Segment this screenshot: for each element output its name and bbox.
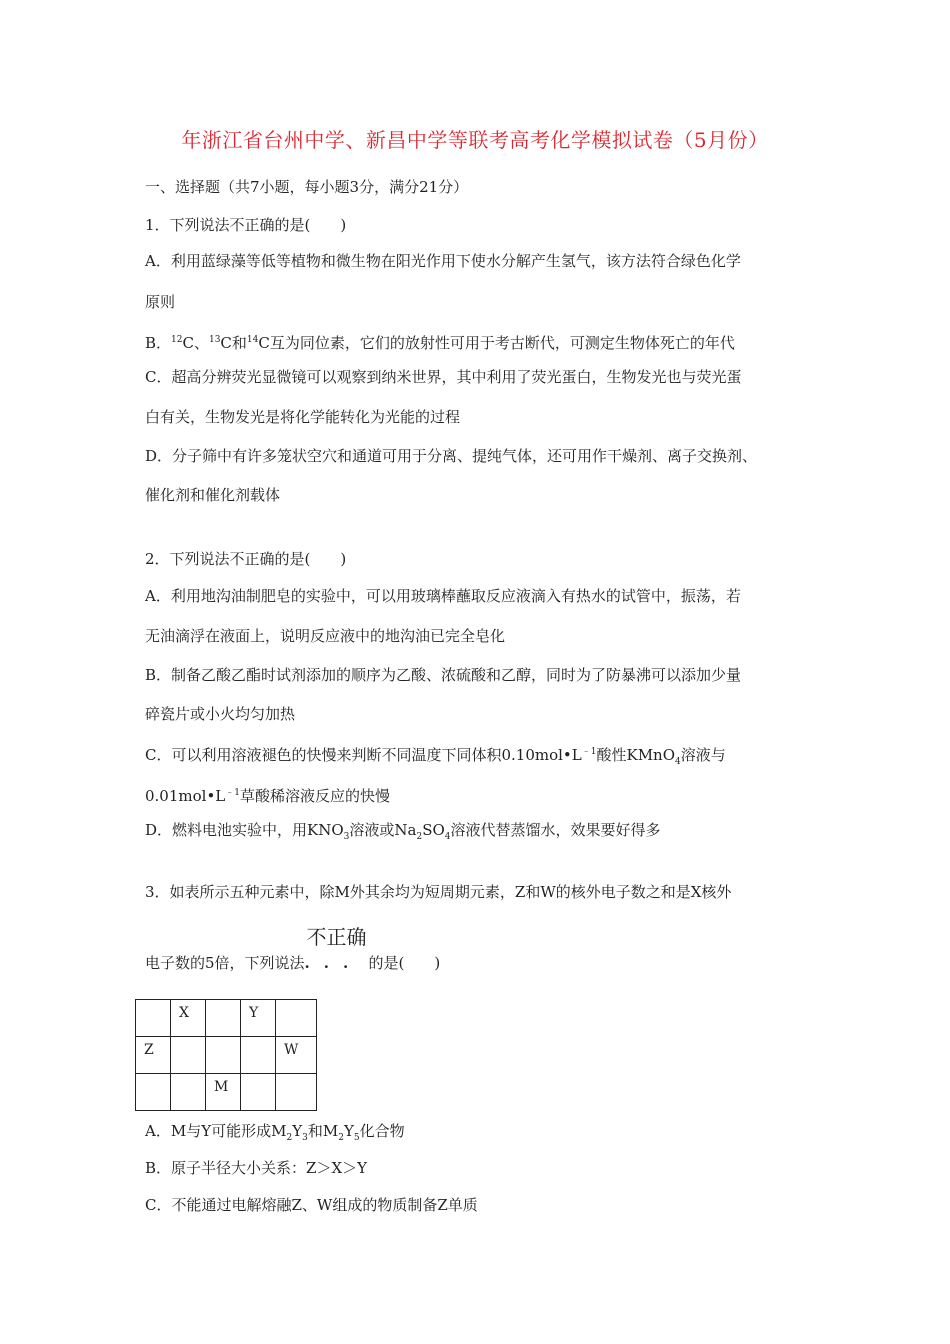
formula-subscript: 2	[286, 1133, 293, 1143]
q1-b-text2: C和	[220, 334, 247, 352]
mass-number-13: 13	[208, 335, 221, 345]
formula-subscript: 4	[675, 757, 681, 767]
q1-b-text3: C互为同位素，它们的放射性可用于考古断代，可测定生物体死亡的年代	[258, 334, 735, 352]
q2-option-b-line1: B．制备乙酸乙酯时试剂添加的顺序为乙酸、浓硫酸和乙醇，同时为了防暴沸可以添加少量	[145, 666, 742, 684]
table-cell: Z	[136, 1037, 171, 1074]
q1-option-c-line1: C．超高分辨荧光显微镜可以观察到纳米世界，其中利用了荧光蛋白，生物发光也与荧光蛋	[145, 368, 742, 386]
document-title: 年浙江省台州中学、新昌中学等联考高考化学模拟试卷（5月份）	[181, 128, 769, 152]
unit-exponent: ﹣1	[225, 788, 240, 798]
q3-a-text4: Y	[343, 1122, 354, 1140]
q2-option-a-line2: 无油滴浮在液面上，说明反应液中的地沟油已完全皂化	[145, 627, 506, 645]
mass-number-12: 12	[171, 335, 183, 345]
table-cell	[171, 1074, 206, 1111]
q1-option-d-line2: 催化剂和催化剂载体	[145, 486, 281, 504]
q3-a-text2: Y	[292, 1122, 303, 1140]
q3-option-a	[145, 1120, 405, 1149]
table-cell	[136, 1074, 171, 1111]
q2-stem: 2．下列说法不正确的是( )	[145, 550, 347, 568]
q3-stem-line2	[145, 925, 441, 974]
periodic-table-fragment	[135, 999, 317, 1111]
table-row	[136, 1074, 317, 1111]
formula-subscript: 5	[353, 1133, 360, 1143]
q1-option-c-line2: 白有关，生物发光是将化学能转化为光能的过程	[145, 408, 461, 426]
unit-exponent: ﹣1	[581, 747, 597, 757]
formula-subscript: 3	[302, 1133, 308, 1143]
table-row	[136, 1037, 317, 1074]
section-heading: 一、选择题（共7小题，每小题3分，满分21分）	[145, 178, 469, 196]
formula-subscript: 2	[416, 832, 423, 842]
q3-option-c: C．不能通过电解熔融Z、W组成的物质制备Z单质	[145, 1196, 478, 1214]
table-cell	[276, 1074, 317, 1111]
q1-option-a-line1: A．利用蓝绿藻等低等植物和微生物在阳光作用下使水分解产生氢气，该方法符合绿色化学	[145, 252, 741, 270]
formula-subscript: 2	[338, 1133, 344, 1143]
q2-option-c-line1	[145, 741, 726, 773]
q3-stem-text2: 的是( )	[368, 954, 441, 972]
q2-c-text1: C．可以利用溶液褪色的快慢来判断不同温度下同体积0.10mol•L	[145, 746, 582, 764]
table-cell: Y	[241, 1000, 276, 1037]
table-cell: X	[171, 1000, 206, 1037]
q3-stem-line1: 3．如表所示五种元素中，除M外其余均为短周期元素，Z和W的核外电子数之和是X核外	[145, 883, 732, 901]
q3-stem-text1: 电子数的5倍，下列说法	[145, 954, 305, 972]
q2-option-c-line2	[145, 782, 390, 807]
table-cell: W	[276, 1037, 317, 1074]
q2-c2-text1: 0.01mol•L	[145, 787, 226, 805]
table-cell	[206, 1000, 241, 1037]
table-cell	[276, 1000, 317, 1037]
emphasis-word: 不正确	[306, 925, 367, 949]
q1-option-a-line2: 原则	[145, 293, 176, 311]
q2-option-a-line1: A．利用地沟油制肥皂的实验中，可以用玻璃棒蘸取反应液滴入有热水的试管中，振荡，若	[145, 587, 741, 605]
table-cell	[241, 1074, 276, 1111]
q2-d-text2: 溶液或Na	[349, 821, 417, 839]
q2-c-text2: 酸性KMnO	[596, 746, 676, 764]
formula-subscript: 3	[343, 832, 350, 842]
mass-number-14: 14	[246, 335, 259, 345]
q3-a-text1: A．M与Y可能形成M	[145, 1122, 287, 1140]
table-cell	[241, 1037, 276, 1074]
q1-stem: 1．下列说法不正确的是( )	[145, 216, 347, 234]
q2-c-text3: 溶液与	[680, 746, 726, 764]
q2-c2-text2: 草酸稀溶液反应的快慢	[240, 787, 391, 805]
q2-option-d	[145, 819, 661, 848]
q1-b-text1: C、	[182, 334, 209, 352]
q3-a-text3: 和M	[307, 1122, 339, 1140]
formula-subscript: 4	[444, 832, 451, 842]
table-row	[136, 1000, 317, 1037]
q1-option-b	[145, 329, 735, 354]
table-cell	[171, 1037, 206, 1074]
emphasis-group	[304, 925, 369, 974]
emphasis-dots: ...	[304, 954, 363, 972]
q2-d-text4: 溶液代替蒸馏水，效果要好得多	[450, 821, 661, 839]
q3-a-text5: 化合物	[359, 1122, 405, 1140]
q3-option-b: B．原子半径大小关系：Z＞X＞Y	[145, 1159, 368, 1177]
table-cell	[206, 1037, 241, 1074]
q2-option-b-line2: 碎瓷片或小火均匀加热	[145, 705, 296, 723]
table-cell	[136, 1000, 171, 1037]
q1-option-d-line1: D．分子筛中有许多笼状空穴和通道可用于分离、提纯气体，还可用作干燥剂、离子交换剂、	[145, 447, 758, 465]
q1-b-prefix: B．	[145, 334, 172, 352]
q2-d-text1: D．燃料电池实验中，用KNO	[145, 821, 344, 839]
q2-d-text3: SO	[422, 821, 445, 839]
table-cell: M	[206, 1074, 241, 1111]
